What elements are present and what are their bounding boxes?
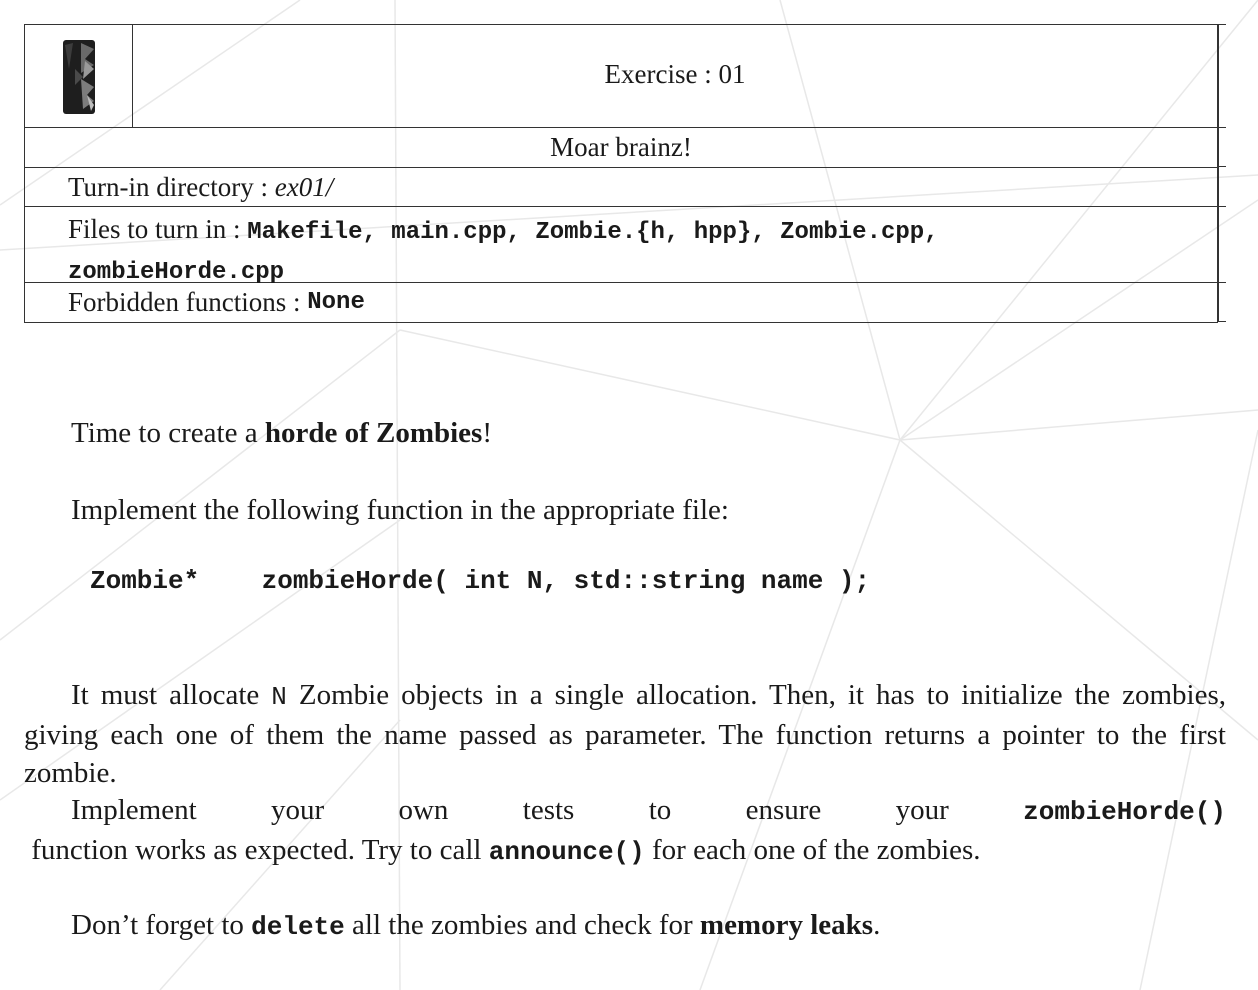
allocation-text-start: It must allocate bbox=[71, 679, 272, 711]
tests-paragraph bbox=[24, 791, 1226, 871]
table-edge-line bbox=[1218, 24, 1219, 322]
files-list-line2: zombieHorde.cpp bbox=[68, 259, 285, 286]
table-edge-tick bbox=[1218, 282, 1226, 283]
tests-text-end: for each one of the zombies. bbox=[644, 834, 981, 866]
table-edge-tick bbox=[1218, 321, 1226, 322]
intro-paragraph bbox=[71, 414, 492, 452]
intro-bold: horde of Zombies bbox=[264, 417, 483, 449]
reminder-text-start: Don’t forget to bbox=[71, 909, 252, 941]
announce-code: announce() bbox=[488, 837, 645, 867]
tests-text-start: Implement your own tests to ensure your bbox=[71, 794, 1024, 826]
turnin-directory-row bbox=[25, 168, 1217, 207]
intro-text: Time to create a bbox=[71, 417, 265, 449]
exercise-title: Moar brainz! bbox=[25, 128, 1217, 168]
memory-leaks-bold: memory leaks bbox=[699, 909, 874, 941]
delete-reminder-paragraph bbox=[71, 906, 880, 946]
forbidden-label: Forbidden functions : bbox=[68, 287, 308, 317]
files-to-turn-in-row bbox=[25, 207, 1217, 286]
files-list-line1: Makefile, main.cpp, Zombie.{h, hpp}, Zombie.cpp, bbox=[247, 219, 939, 246]
turnin-label: Turn-in directory : bbox=[68, 171, 275, 202]
reminder-text-mid: all the zombies and check for bbox=[344, 909, 700, 941]
zombie-logo-icon bbox=[61, 39, 97, 115]
delete-code: delete bbox=[251, 912, 345, 942]
tests-text-mid: function works as expected. Try to call bbox=[24, 834, 489, 866]
logo-cell bbox=[25, 25, 133, 128]
allocation-paragraph bbox=[24, 676, 1226, 792]
exercise-header-table bbox=[24, 24, 1218, 323]
forbidden-value: None bbox=[307, 289, 365, 316]
implement-instruction: Implement the following function in the appropriate file: bbox=[71, 494, 729, 526]
function-prototype: Zombie* zombieHorde( int N, std::string name ); bbox=[90, 566, 871, 596]
table-edge-tick bbox=[1218, 166, 1226, 167]
exercise-number: Exercise : 01 bbox=[604, 58, 746, 89]
table-edge-tick bbox=[1218, 127, 1226, 128]
n-code: N bbox=[271, 682, 287, 712]
allocation-text-end: Zombie objects in a single allocation. Then, it has to initialize the zombies, giving each one of them the name passed as parameter. The function returns a pointer to the first zombie. bbox=[24, 679, 1226, 789]
reminder-text-end: . bbox=[873, 909, 881, 941]
turnin-value: ex01/ bbox=[274, 171, 334, 202]
header-top-row bbox=[25, 25, 1217, 128]
table-edge-tick bbox=[1218, 206, 1226, 207]
files-label: Files to turn in : bbox=[68, 214, 248, 244]
table-edge-tick bbox=[1218, 24, 1226, 25]
zombiehorde-code: zombieHorde() bbox=[1023, 797, 1226, 827]
forbidden-functions-row bbox=[25, 283, 1217, 322]
intro-suffix: ! bbox=[482, 417, 492, 449]
